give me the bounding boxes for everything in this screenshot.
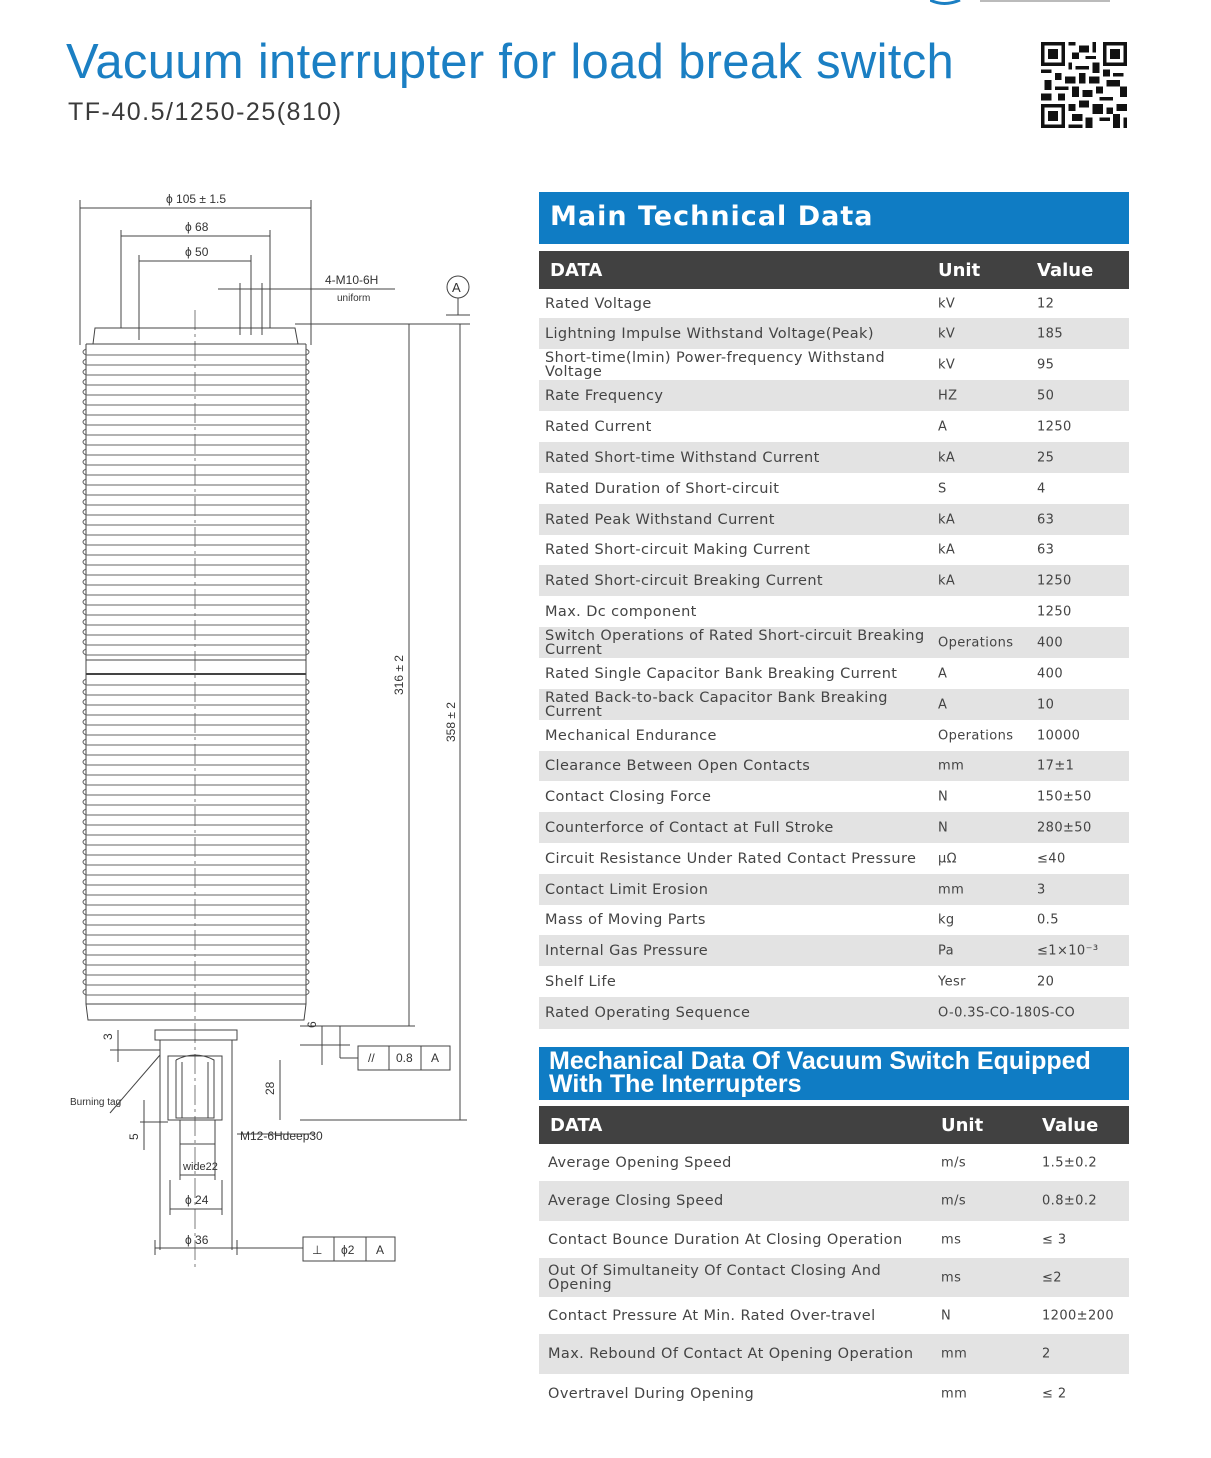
cell-value: ≤1×10⁻³ bbox=[1037, 943, 1099, 958]
interrupter-drawing bbox=[0, 150, 520, 1300]
table-row bbox=[539, 535, 1129, 565]
table-row bbox=[539, 442, 1129, 473]
table-row bbox=[539, 289, 1129, 318]
cell-value: ≤ 2 bbox=[1042, 1386, 1067, 1402]
table-row bbox=[539, 565, 1129, 596]
col-unit-header: Unit bbox=[938, 260, 981, 281]
table-row bbox=[539, 318, 1129, 349]
cell-value: 1250 bbox=[1037, 604, 1072, 619]
cell-parameter: Switch Operations of Rated Short-circuit Breaking Current bbox=[545, 627, 925, 658]
cell-value: 185 bbox=[1037, 326, 1064, 341]
cell-unit: Operations bbox=[938, 635, 1014, 650]
table-row bbox=[539, 1297, 1129, 1334]
cell-unit: m/s bbox=[941, 1155, 967, 1170]
table-row bbox=[539, 966, 1129, 997]
cell-value: ≤2 bbox=[1042, 1270, 1062, 1285]
cell-value: 50 bbox=[1037, 388, 1055, 403]
table-row bbox=[539, 1334, 1129, 1374]
mech-data-title-bar bbox=[539, 1047, 1129, 1100]
main-data-table bbox=[539, 289, 1129, 1029]
cell-unit: kg bbox=[938, 912, 955, 928]
tol2-value: ϕ2 bbox=[341, 1243, 355, 1257]
mech-data-table bbox=[539, 1144, 1129, 1414]
cell-value: 12 bbox=[1037, 296, 1055, 311]
qr-code bbox=[1040, 42, 1128, 128]
cell-value: 1.5±0.2 bbox=[1042, 1155, 1098, 1170]
table-row bbox=[539, 627, 1129, 658]
dim-d105: ϕ 105 ± 1.5 bbox=[166, 192, 227, 206]
table-row bbox=[539, 751, 1129, 781]
tol1-value: 0.8 bbox=[396, 1051, 413, 1065]
dim-uniform: uniform bbox=[337, 293, 371, 304]
cell-unit: kV bbox=[938, 357, 956, 372]
cell-parameter: Mass of Moving Parts bbox=[545, 912, 706, 928]
cell-parameter: Lightning Impulse Withstand Voltage(Peak) bbox=[545, 325, 874, 342]
mech-table-header bbox=[539, 1106, 1129, 1144]
cell-parameter: Rated Single Capacitor Bank Breaking Current bbox=[545, 665, 898, 682]
cell-parameter: Out Of Simultaneity Of Contact Closing And Opening bbox=[548, 1262, 882, 1293]
cell-value: 20 bbox=[1037, 974, 1055, 989]
cell-unit: mm bbox=[938, 758, 965, 774]
cell-unit: A bbox=[938, 419, 948, 434]
dim-wide22: wide22 bbox=[183, 1161, 218, 1173]
table-row bbox=[539, 504, 1129, 535]
cell-unit: Yesr bbox=[938, 974, 966, 989]
cell-unit: Operations bbox=[938, 728, 1014, 743]
cell-value: 4 bbox=[1037, 481, 1046, 496]
cell-parameter: Mechanical Endurance bbox=[545, 727, 717, 744]
cell-parameter: Rated Short-time Withstand Current bbox=[545, 449, 820, 466]
main-data-title: Main Technical Data bbox=[550, 201, 874, 232]
cell-parameter: Rated Operating Sequence bbox=[545, 1005, 751, 1021]
cell-value: 0.8±0.2 bbox=[1042, 1193, 1098, 1209]
cell-unit: m/s bbox=[941, 1193, 967, 1209]
cell-unit: μΩ bbox=[938, 851, 958, 866]
cell-parameter: Rate Frequency bbox=[545, 387, 664, 404]
cell-parameter: Rated Back-to-back Capacitor Bank Breaking Current bbox=[545, 689, 888, 720]
cell-unit: kA bbox=[938, 512, 956, 527]
cell-parameter: Rated Duration of Short-circuit bbox=[545, 480, 780, 497]
cell-parameter: Average Closing Speed bbox=[548, 1193, 724, 1209]
cell-unit: kA bbox=[938, 573, 956, 588]
cell-value: 10000 bbox=[1037, 728, 1081, 743]
cell-parameter: Short-time(lmin) Power-frequency Withstand Voltage bbox=[545, 349, 885, 380]
table-row bbox=[539, 473, 1129, 504]
col-data-header: DATA bbox=[550, 1115, 603, 1136]
dim-5: 5 bbox=[127, 1133, 141, 1140]
cell-value: 1200±200 bbox=[1042, 1308, 1114, 1323]
dim-h358: 358 ± 2 bbox=[444, 702, 458, 742]
tol1-symbol: // bbox=[368, 1051, 375, 1065]
dim-28: 28 bbox=[263, 1081, 277, 1095]
tol2-ref: A bbox=[376, 1243, 385, 1257]
cell-unit: HZ bbox=[938, 388, 958, 403]
cell-unit: kV bbox=[938, 296, 956, 311]
cell-parameter: Max. Rebound Of Contact At Opening Operation bbox=[548, 1346, 914, 1362]
tol1-ref: A bbox=[431, 1051, 440, 1065]
dim-thread-top: 4-M10-6H bbox=[325, 273, 379, 287]
col-value-header: Value bbox=[1042, 1115, 1099, 1136]
cell-value: 25 bbox=[1037, 450, 1055, 465]
dim-d50: ϕ 50 bbox=[185, 245, 209, 259]
cell-value: 1250 bbox=[1037, 573, 1072, 588]
cell-parameter: Rated Voltage bbox=[545, 295, 652, 312]
cell-parameter: Rated Short-circuit Breaking Current bbox=[545, 572, 824, 589]
cell-value: 95 bbox=[1037, 357, 1055, 372]
cell-parameter: Counterforce of Contact at Full Stroke bbox=[545, 819, 834, 836]
cell-value: 280±50 bbox=[1037, 820, 1092, 835]
cell-unit: O-0.3S-CO-180S-CO bbox=[938, 1005, 1076, 1021]
table-row bbox=[539, 411, 1129, 442]
dim-6: 6 bbox=[305, 1021, 319, 1028]
cell-value: 1250 bbox=[1037, 419, 1072, 434]
cell-value: 400 bbox=[1037, 666, 1064, 681]
main-data-title-bar bbox=[539, 192, 1129, 244]
cell-value: ≤40 bbox=[1037, 851, 1066, 866]
cell-parameter: Shelf Life bbox=[545, 973, 617, 990]
cell-unit: N bbox=[938, 789, 949, 804]
cell-value: 63 bbox=[1037, 542, 1055, 558]
col-value-header: Value bbox=[1037, 260, 1094, 281]
table-row bbox=[539, 720, 1129, 751]
cell-parameter: Rated Current bbox=[545, 418, 652, 435]
cell-value: 150±50 bbox=[1037, 789, 1092, 804]
cell-unit: ms bbox=[941, 1270, 962, 1285]
model-number: TF-40.5/1250-25(810) bbox=[68, 98, 343, 126]
table-row bbox=[539, 596, 1129, 627]
cell-unit: mm bbox=[941, 1386, 968, 1402]
table-row bbox=[539, 689, 1129, 720]
cell-parameter: Internal Gas Pressure bbox=[545, 942, 709, 959]
cell-value: 2 bbox=[1042, 1346, 1051, 1362]
cell-parameter: Max. Dc component bbox=[545, 603, 697, 620]
cell-unit: N bbox=[941, 1308, 952, 1323]
col-data-header: DATA bbox=[550, 260, 603, 281]
cell-parameter: Circuit Resistance Under Rated Contact Pressure bbox=[545, 850, 917, 867]
cell-parameter: Contact Limit Erosion bbox=[545, 881, 709, 898]
dim-h316: 316 ± 2 bbox=[392, 655, 406, 695]
table-row bbox=[539, 781, 1129, 812]
cell-parameter: Overtravel During Opening bbox=[548, 1386, 755, 1402]
cell-parameter: Rated Peak Withstand Current bbox=[545, 511, 775, 528]
cell-parameter: Contact Bounce Duration At Closing Operation bbox=[548, 1231, 903, 1248]
table-row bbox=[539, 1144, 1129, 1181]
dim-d68: ϕ 68 bbox=[185, 220, 209, 234]
cell-unit: A bbox=[938, 697, 948, 712]
cell-unit: ms bbox=[941, 1232, 962, 1247]
cell-value: 17±1 bbox=[1037, 758, 1075, 774]
cell-unit: kV bbox=[938, 326, 956, 341]
cell-value: ≤ 3 bbox=[1042, 1232, 1067, 1247]
table-row bbox=[539, 843, 1129, 874]
table-row bbox=[539, 874, 1129, 905]
cell-unit: N bbox=[938, 820, 949, 835]
main-table-header bbox=[539, 251, 1129, 289]
cell-value: 10 bbox=[1037, 697, 1055, 712]
table-row bbox=[539, 905, 1129, 935]
cell-value: 400 bbox=[1037, 635, 1064, 650]
table-row bbox=[539, 1221, 1129, 1258]
top-logo-fragment bbox=[930, 0, 1120, 6]
cell-unit: mm bbox=[941, 1346, 968, 1362]
table-row bbox=[539, 935, 1129, 966]
table-row bbox=[539, 1258, 1129, 1297]
burning-tag-label: Burning tag bbox=[70, 1097, 122, 1108]
mech-data-title: Mechanical Data Of Vacuum Switch Equipped With The Interrupters bbox=[549, 1047, 1091, 1098]
cell-value: 0.5 bbox=[1037, 912, 1059, 928]
cell-unit: Pa bbox=[938, 943, 955, 958]
table-row bbox=[539, 812, 1129, 843]
page-title: Vacuum interrupter for load break switch bbox=[66, 35, 955, 89]
dim-3: 3 bbox=[101, 1033, 115, 1040]
cell-unit: mm bbox=[938, 882, 965, 897]
cell-parameter: Contact Closing Force bbox=[545, 788, 712, 805]
col-unit-header: Unit bbox=[941, 1115, 984, 1136]
cell-unit: S bbox=[938, 481, 947, 496]
dim-d36: ϕ 36 bbox=[185, 1233, 209, 1247]
cell-unit: A bbox=[938, 666, 948, 681]
cell-parameter: Contact Pressure At Min. Rated Over-travel bbox=[548, 1307, 876, 1324]
cell-value: 63 bbox=[1037, 512, 1055, 527]
cell-parameter: Average Opening Speed bbox=[548, 1154, 732, 1171]
cell-parameter: Clearance Between Open Contacts bbox=[545, 758, 811, 774]
table-row bbox=[539, 1374, 1129, 1414]
datum-label: A bbox=[452, 280, 461, 295]
table-row bbox=[539, 997, 1129, 1029]
cell-value: 3 bbox=[1037, 882, 1046, 897]
table-row bbox=[539, 658, 1129, 689]
dim-thread-bottom: M12-6Hdeep30 bbox=[240, 1129, 323, 1143]
dim-d24: ϕ 24 bbox=[185, 1193, 209, 1207]
table-row bbox=[539, 1181, 1129, 1221]
cell-unit: kA bbox=[938, 542, 956, 558]
table-row bbox=[539, 380, 1129, 411]
cell-unit: kA bbox=[938, 450, 956, 465]
tol2-symbol: ⊥ bbox=[312, 1243, 323, 1257]
cell-parameter: Rated Short-circuit Making Current bbox=[545, 542, 811, 558]
table-row bbox=[539, 349, 1129, 380]
